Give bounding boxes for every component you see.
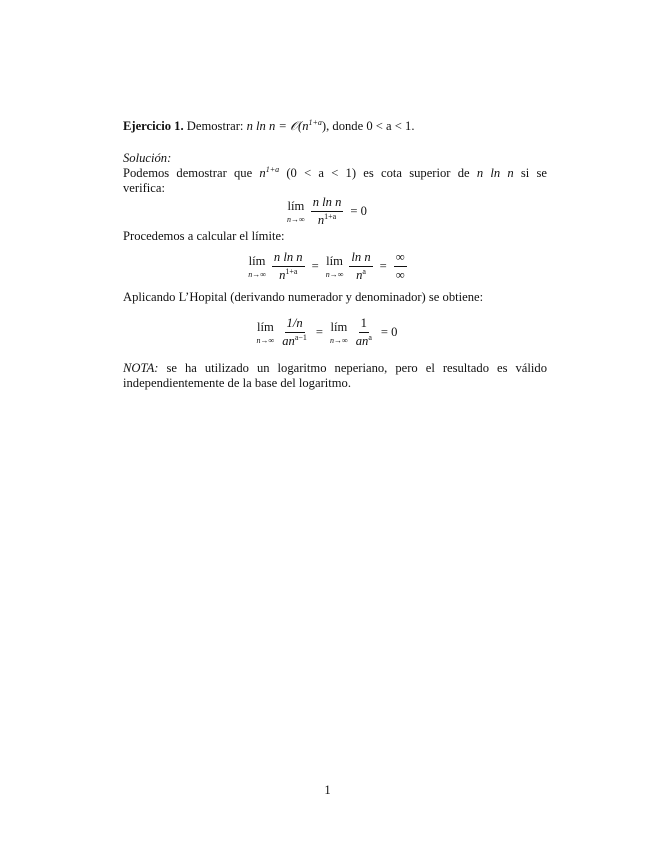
note-label: NOTA: — [123, 361, 159, 375]
p1-mid: (0 < a < 1) es cota superior de — [279, 166, 477, 180]
equals: = — [311, 259, 319, 273]
note-line-2: independientemente de la base del logaritmo. — [123, 376, 352, 390]
exercise-statement — [123, 119, 547, 134]
solution-paragraph-4: Aplicando L’Hopital (derivando numerador y denominador) se obtiene: — [123, 290, 484, 304]
p1-exp: 1+a — [265, 165, 280, 174]
solution-paragraph-3: Procedemos a calcular el límite: — [123, 229, 285, 243]
exercise-exp: 1+a — [308, 118, 322, 127]
exercise-close: ), donde 0 < a < 1. — [321, 119, 415, 133]
solution-paragraph-2: verifica: — [123, 181, 165, 195]
limit: lím n→∞ — [287, 199, 305, 224]
fraction: $\frac{\infty}{\infty}$ — [395, 250, 405, 282]
fraction: $\frac{\text{n ln n}}{n^{1+a}}$ — [273, 250, 303, 282]
limit: lím n→∞ — [325, 254, 344, 279]
solution-paragraph-1 — [123, 166, 547, 181]
equation-1 — [0, 195, 655, 228]
rhs: = 0 — [350, 204, 367, 218]
fraction: $\frac{\text{ln n}}{n^a}$ — [351, 250, 371, 282]
exercise-label: Ejercicio 1. — [123, 119, 184, 133]
equals: = — [315, 325, 324, 339]
solution-heading-text: Solución: — [123, 151, 172, 165]
exercise-text: Demostrar: — [186, 119, 247, 133]
page-number: 1 — [324, 783, 331, 797]
equation-2 — [0, 250, 655, 283]
limit: lím n→∞ — [256, 320, 275, 345]
limit: lím n→∞ — [248, 254, 266, 279]
note-line-1 — [123, 361, 547, 376]
rhs: = 0 — [380, 325, 398, 339]
p1-end: si se — [513, 166, 548, 180]
p1-start: Podemos demostrar que — [123, 166, 260, 180]
limit: lím n→∞ — [330, 320, 348, 345]
equals: = — [379, 259, 387, 273]
fraction: $\frac{\text{n ln n}}{n^{1+a}}$ — [312, 195, 342, 227]
solution-heading — [123, 151, 547, 166]
p1-nlnn: n ln n — [476, 166, 514, 180]
note-text-1: se ha utilizado un logaritmo neperiano, pero el resultado es válido — [158, 361, 547, 375]
p1-base: n — [259, 166, 266, 180]
equation-3 — [0, 316, 655, 349]
exercise-math: n ln n = 𝒪(n — [246, 119, 309, 133]
fraction: $\frac{1}{an^a}$ — [355, 316, 372, 348]
fraction: $\frac{1/n}{an^{a-1}}$ — [282, 316, 307, 348]
